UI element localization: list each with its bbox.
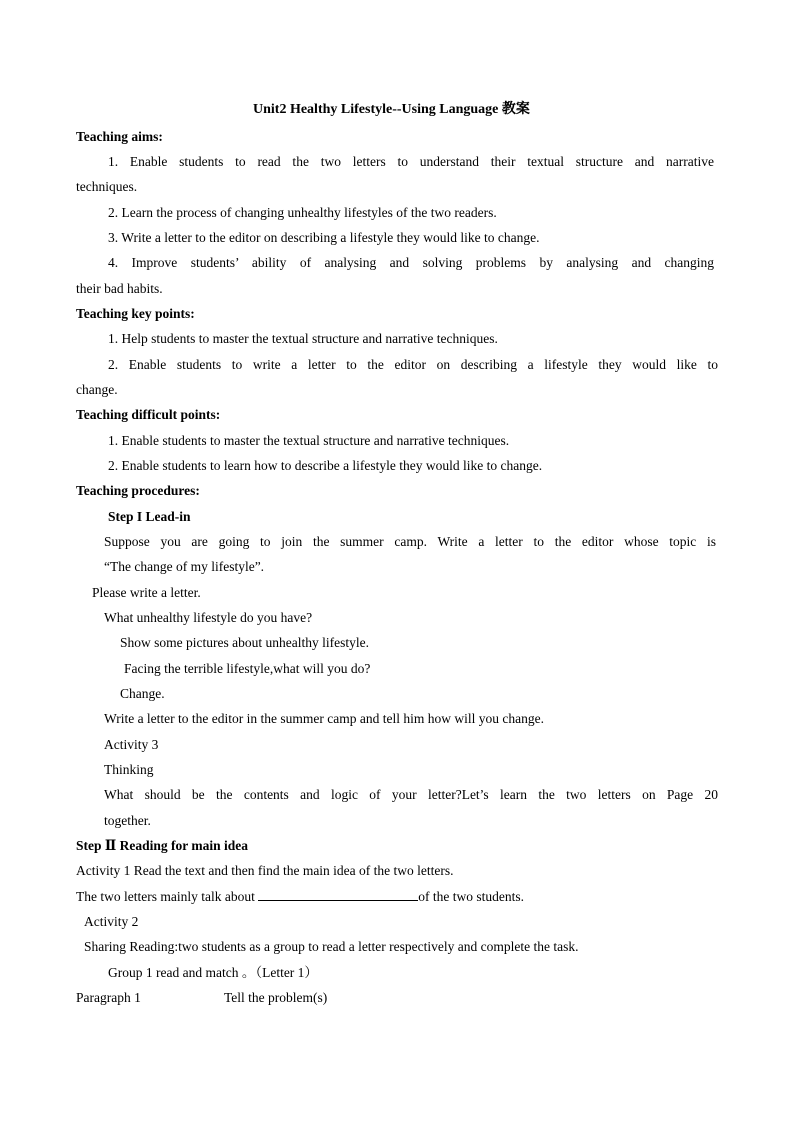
key-points-item-1: 1. Help students to master the textual structure and narrative techniques. [108,331,498,346]
aims-item-3: 3. Write a letter to the editor on describing a lifestyle they would like to change. [108,230,540,245]
answer-blank[interactable] [258,888,418,901]
step-1-line: Show some pictures about unhealthy lifestyle. [120,635,369,650]
step-1-line: Activity 3 [104,737,159,752]
step-2-line: Activity 1 Read the text and then find the main idea of the two letters. [76,863,454,878]
difficult-points-item-1: 1. Enable students to master the textual structure and narrative techniques. [108,433,510,448]
step-2-line: Group 1 read and match 。（Letter 1） [108,965,318,980]
step-2-line: Activity 2 [84,914,139,929]
paragraph-task: Tell the problem(s) [224,990,328,1005]
step-1-line: Write a letter to the editor in the summer camp and tell him how will you change. [104,711,544,726]
document-title: Unit2 Healthy Lifestyle--Using Language 教案 [253,102,530,117]
step-1-line: Thinking [104,762,154,777]
difficult-points-heading: Teaching difficult points: [76,407,221,422]
step-1-line: Change. [120,686,165,701]
step-2-line: Sharing Reading:two students as a group to read a letter respectively and complete the task. [84,939,579,954]
key-points-heading: Teaching key points: [76,306,195,321]
step-1-line: What should be the contents and logic of your letter?Let’s learn the two letters on Page 20 [104,787,718,802]
step-1-line: Please write a letter. [92,585,201,600]
aims-item-1: 1. Enable students to read the two letters to understand their textual structure and narrative [108,154,714,169]
aims-item-1-cont: techniques. [76,179,138,194]
step-1-line: What unhealthy lifestyle do you have? [104,610,313,625]
step-2-fill-line [76,888,524,906]
paragraph-label: Paragraph 1 [76,990,141,1005]
difficult-points-item-2: 2. Enable students to learn how to describe a lifestyle they would like to change. [108,458,543,473]
step-2-heading: Step Ⅱ Reading for main idea [76,838,249,853]
procedures-heading: Teaching procedures: [76,483,200,498]
aims-item-2: 2. Learn the process of changing unhealthy lifestyles of the two readers. [108,205,497,220]
step-2-fill-text: The two letters mainly talk about [76,889,259,904]
step-1-heading: Step I Lead-in [108,509,191,524]
step-1-line: “The change of my lifestyle”. [104,559,265,574]
step-2-fill-text-end: of the two students. [418,889,524,904]
aims-item-4-cont: their bad habits. [76,281,163,296]
step-1-line: together. [104,813,151,828]
key-points-item-2: 2. Enable students to write a letter to the editor on describing a lifestyle they would like to [108,357,718,372]
aims-heading: Teaching aims: [76,129,163,144]
step-1-line: Suppose you are going to join the summer camp. Write a letter to the editor whose topic is [104,534,716,549]
key-points-item-2-cont: change. [76,382,118,397]
aims-item-4: 4. Improve students’ ability of analysing and solving problems by analysing and changing [108,255,714,270]
step-1-line: Facing the terrible lifestyle,what will you do? [124,661,371,676]
